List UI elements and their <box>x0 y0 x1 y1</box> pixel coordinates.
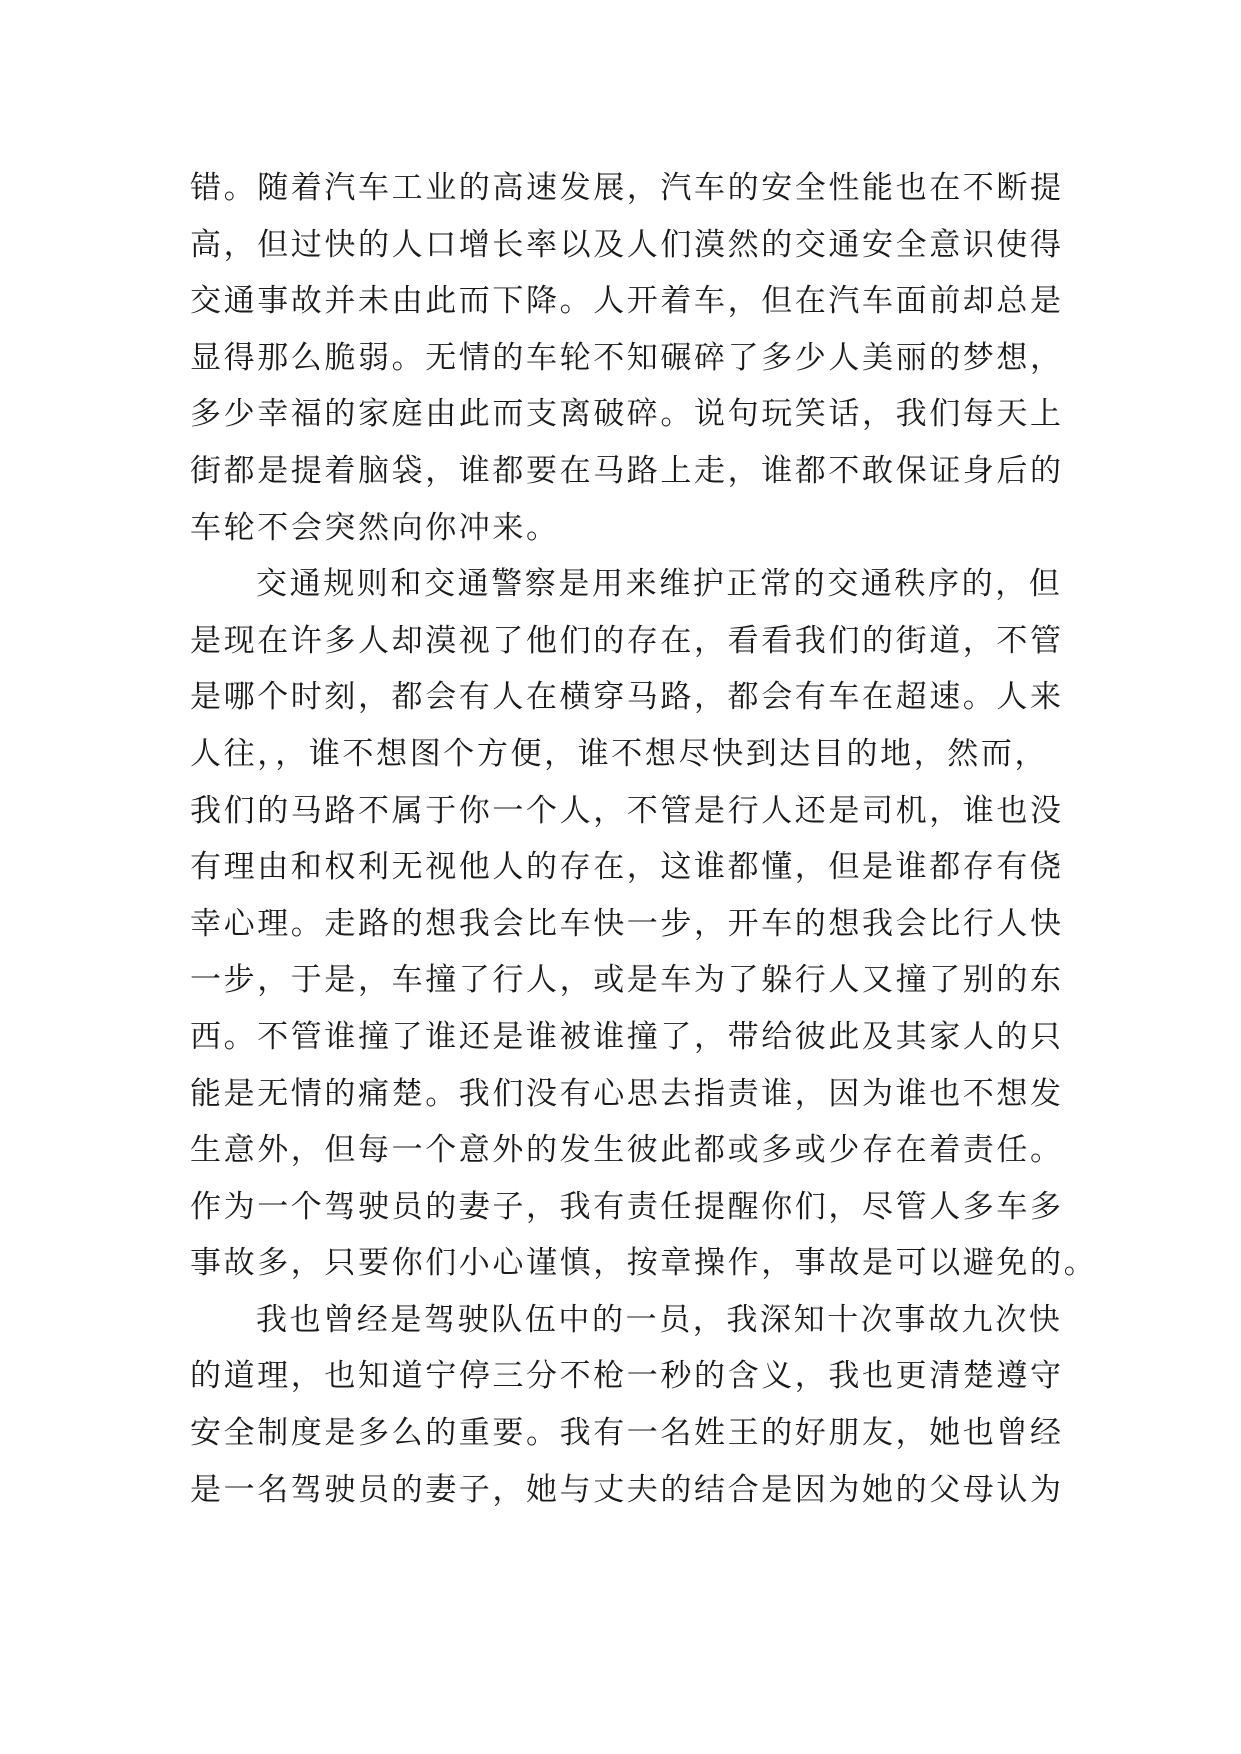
text-line: 交通事故并未由此而下降。人开着车，但在汽车面前却总是 <box>190 283 1064 320</box>
text-line: 是现在许多人却漠视了他们的存在，看看我们的街道，不管 <box>190 622 1064 659</box>
text-line: 的道理，也知道宁停三分不枪一秒的含义，我也更清楚遵守 <box>190 1358 1064 1395</box>
text-line: 西。不管谁撞了谁还是谁被谁撞了，带给彼此及其家人的只 <box>190 1018 1064 1055</box>
text-line: 显得那么脆弱。无情的车轮不知碾碎了多少人美丽的梦想， <box>190 339 1064 376</box>
text-line: 我们的马路不属于你一个人，不管是行人还是司机，谁也没 <box>190 792 1064 829</box>
text-line: 能是无情的痛楚。我们没有心思去指责谁，因为谁也不想发 <box>190 1075 1064 1112</box>
paragraph-first-line: 我也曾经是驾驶队伍中的一员，我深知十次事故九次快 <box>256 1301 1063 1338</box>
text-line: 高，但过快的人口增长率以及人们漠然的交通安全意识使得 <box>190 226 1064 263</box>
text-line: 人往，，谁不想图个方便，谁不想尽快到达目的地，然而， <box>190 735 1049 772</box>
text-line: 幸心理。走路的想我会比车快一步，开车的想我会比行人快 <box>190 905 1064 942</box>
body-text <box>190 160 1098 1518</box>
text-line: 有理由和权利无视他人的存在，这谁都懂，但是谁都存有侥 <box>190 849 1064 886</box>
text-line: 多少幸福的家庭由此而支离破碎。说句玩笑话，我们每天上 <box>190 396 1064 433</box>
text-line: 事故多，只要你们小心谨慎，按章操作，事故是可以避免的。 <box>190 1245 1098 1282</box>
text-line: 街都是提着脑袋，谁都要在马路上走，谁都不敢保证身后的 <box>190 452 1064 489</box>
text-line: 作为一个驾驶员的妻子，我有责任提醒你们，尽管人多车多 <box>190 1188 1064 1225</box>
text-line: 安全制度是多么的重要。我有一名姓王的好朋友，她也曾经 <box>190 1415 1064 1452</box>
text-line: 是一名驾驶员的妻子，她与丈夫的结合是因为她的父母认为 <box>190 1471 1064 1508</box>
text-line: 是哪个时刻，都会有人在横穿马路，都会有车在超速。人来 <box>190 679 1064 716</box>
paragraph-first-line: 交通规则和交通警察是用来维护正常的交通秩序的，但 <box>256 566 1063 603</box>
text-line: 车轮不会突然向你冲来。 <box>190 509 560 546</box>
text-line: 生意外，但每一个意外的发生彼此都或多或少存在着责任。 <box>190 1132 1064 1169</box>
text-line: 一步，于是，车撞了行人，或是车为了躲行人又撞了别的东 <box>190 962 1064 999</box>
text-line: 错。随着汽车工业的高速发展，汽车的安全性能也在不断提 <box>190 170 1064 206</box>
